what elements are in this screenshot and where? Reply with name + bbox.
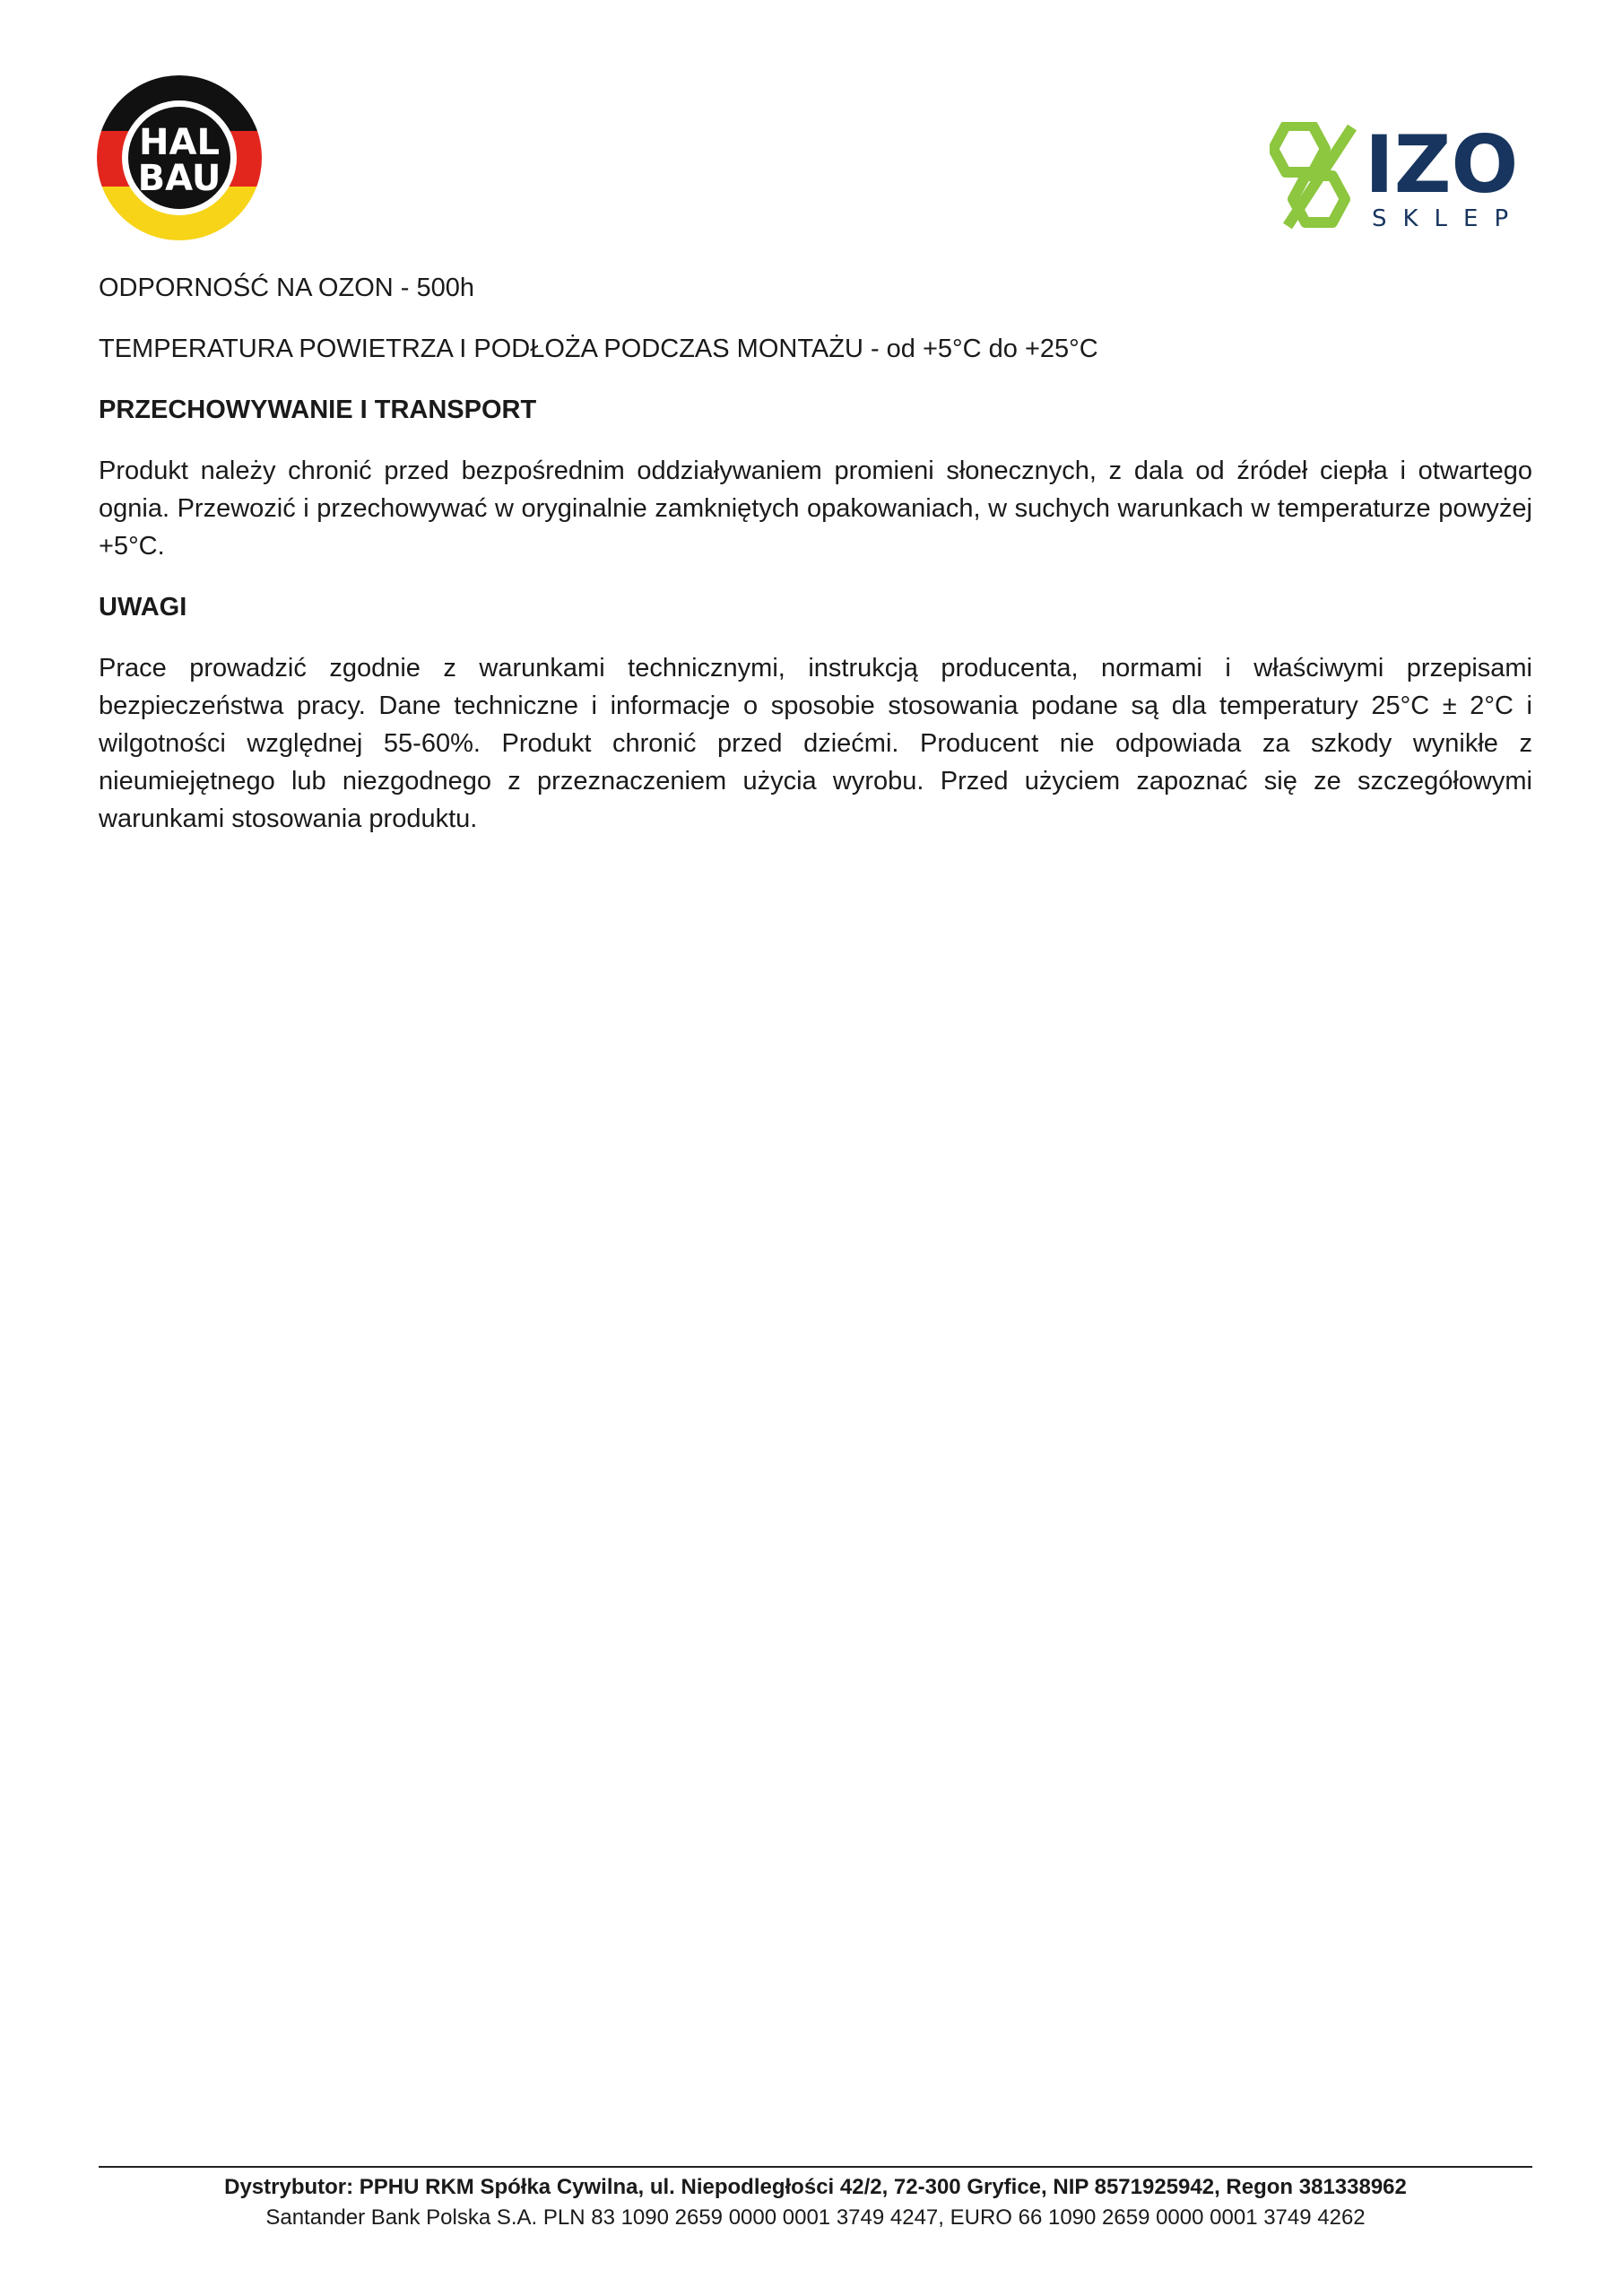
footer-divider (99, 2166, 1532, 2168)
notes-heading: UWAGI (99, 593, 187, 622)
halbau-logo-icon (97, 75, 262, 240)
izosklep-logo-name: IZO (1365, 122, 1519, 211)
izosklep-logo-icon (1270, 122, 1530, 233)
izosklep-logo-sub: SKLEP (1372, 205, 1525, 232)
document-body (99, 269, 1532, 861)
halbau-logo (97, 75, 262, 240)
footer-bank: Santander Bank Polska S.A. PLN 83 1090 2659 0000 0001 3749 4247, EURO 66 1090 2659 0000 0001 3749 4262 (265, 2205, 1366, 2230)
storage-heading: PRZECHOWYWANIE I TRANSPORT (99, 396, 537, 424)
footer-distributor: Dystrybutor: PPHU RKM Spółka Cywilna, ul. Niepodległości 42/2, 72-300 Gryfice, NIP 8571925942, Regon 381338962 (224, 2175, 1407, 2199)
storage-text: Produkt należy chronić przed bezpośrednim oddziaływaniem promieni słonecznych, z dala od źródeł ciepła i otwartego ognia. Przewozić i przechowywać w oryginalnie zamkniętych opakowaniach, w suchych warunkach w temperaturze powyżej +5°C. (99, 457, 1532, 561)
halbau-logo-text-top: HAL (139, 122, 220, 163)
installation-temperature: TEMPERATURA POWIETRZA I PODŁOŻA PODCZAS MONTAŻU - od +5°C do +25°C (99, 335, 1098, 363)
footer (99, 2172, 1532, 2233)
halbau-logo-text-bottom: BAU (137, 158, 221, 199)
notes-text: Prace prowadzić zgodnie z warunkami technicznymi, instrukcją producenta, normami i właściwymi przepisami bezpieczeństwa pracy. Dane techniczne i informacje o sposobie stosowania podane są dla temperatury 25°C ± 2°C i wilgotności względnej 55-60%. Produkt chronić przed dziećmi. Producent nie odpowiada za szkody wynikłe z nieumiejętnego lub niezgodnego z przeznaczeniem użycia wyrobu. Przed użyciem zapoznać się ze szczegółowymi warunkami stosowania produktu. (99, 654, 1532, 833)
izosklep-logo (1270, 122, 1530, 233)
ozone-resistance: ODPORNOŚĆ NA OZON - 500h (99, 274, 474, 302)
